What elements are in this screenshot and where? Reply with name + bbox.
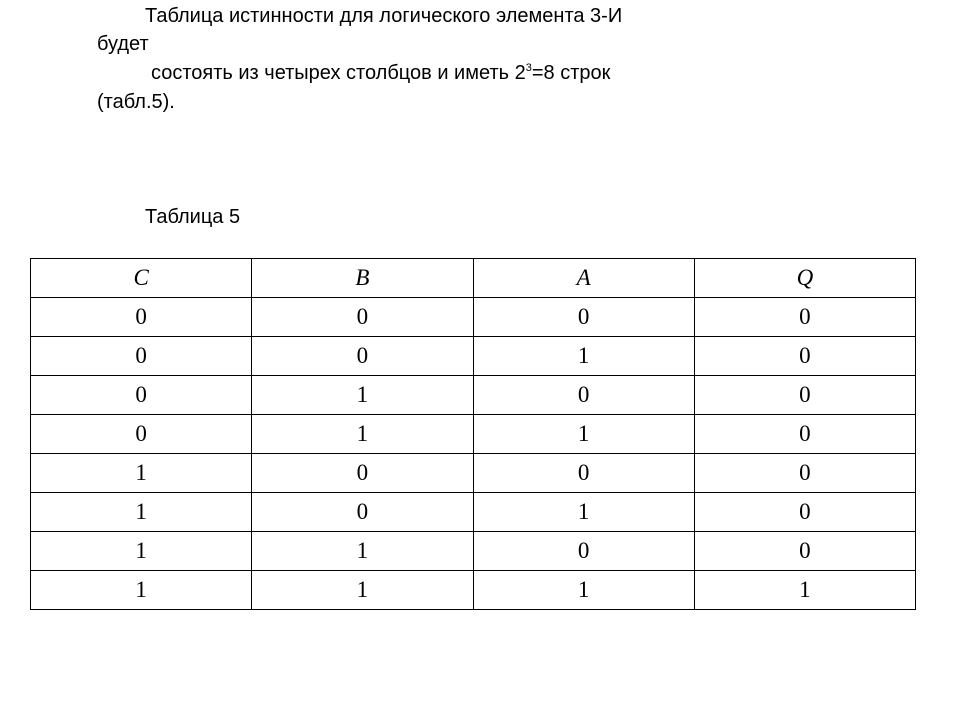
table-cell: 0: [252, 454, 473, 493]
table-cell: 1: [694, 571, 915, 610]
table-cell: 0: [473, 454, 694, 493]
exponent-superscript: 3: [525, 62, 532, 74]
table-row: [31, 376, 916, 415]
table-cell: 0: [694, 298, 915, 337]
table-cell: 0: [31, 415, 252, 454]
table-cell: 1: [473, 493, 694, 532]
table-row: [31, 532, 916, 571]
paragraph-line-3-rest: =8 строк: [531, 62, 611, 84]
table-cell: 1: [31, 571, 252, 610]
table-cell: 1: [252, 415, 473, 454]
table-cell: 0: [473, 376, 694, 415]
paragraph-line-3: [151, 59, 610, 90]
table-cell: 0: [252, 493, 473, 532]
table-cell: 0: [694, 415, 915, 454]
table-cell: 0: [31, 376, 252, 415]
table-cell: 0: [694, 493, 915, 532]
table-cell: 0: [694, 454, 915, 493]
table-cell: 0: [473, 298, 694, 337]
paragraph-line-3-text: состоять из четырех столбцов и иметь 2: [151, 62, 526, 84]
table-cell: 0: [31, 337, 252, 376]
table-cell: 1: [31, 454, 252, 493]
truth-table: [30, 258, 916, 610]
paragraph-line-2: будет: [97, 33, 149, 55]
table-cell: 0: [694, 532, 915, 571]
table-header-row: [31, 259, 916, 298]
paragraph-line-4: (табл.5).: [97, 91, 175, 113]
table-row: [31, 298, 916, 337]
table-cell: 0: [252, 337, 473, 376]
table-cell: 1: [252, 571, 473, 610]
header-cell-a: A: [473, 259, 694, 298]
table-row: [31, 571, 916, 610]
header-cell-b: B: [252, 259, 473, 298]
table-cell: 0: [694, 337, 915, 376]
header-cell-c: C: [31, 259, 252, 298]
table-cell: 1: [473, 415, 694, 454]
table-row: [31, 415, 916, 454]
table-cell: 1: [31, 532, 252, 571]
table-row: [31, 337, 916, 376]
table-cell: 0: [31, 298, 252, 337]
table-cell: 0: [252, 298, 473, 337]
table-cell: 1: [473, 571, 694, 610]
table-row: [31, 493, 916, 532]
paragraph-line-1: Таблица истинности для логического элемента 3-И: [145, 5, 623, 27]
table-cell: 0: [694, 376, 915, 415]
table-cell: 0: [473, 532, 694, 571]
table-cell: 1: [252, 376, 473, 415]
table-cell: 1: [252, 532, 473, 571]
table-caption: Таблица 5: [145, 206, 241, 228]
table-cell: 1: [473, 337, 694, 376]
table-row: [31, 454, 916, 493]
table-cell: 1: [31, 493, 252, 532]
header-cell-q: Q: [694, 259, 915, 298]
